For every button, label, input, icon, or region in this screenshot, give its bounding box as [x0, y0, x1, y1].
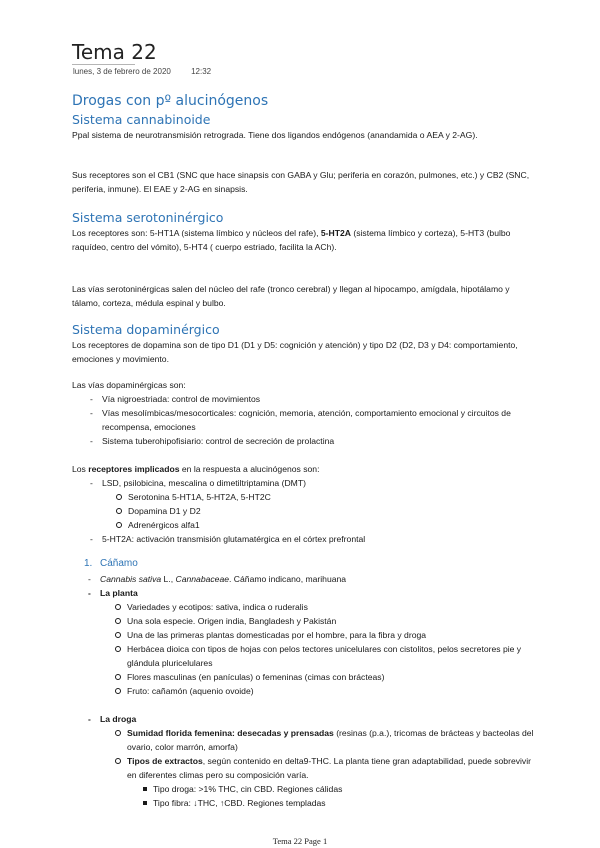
- list-item: Tipo droga: >1% THC, cin CBD. Regiones cálidas: [153, 782, 533, 796]
- section-number: 1.: [84, 558, 93, 569]
- page-footer: Tema 22 Page 1: [272, 836, 328, 846]
- sumidad-rest: (resinas (p.a.), tricomas de brácteas y bacteolas del ovario, color marrón, amorfa): [127, 728, 534, 752]
- list-item: [127, 726, 535, 754]
- sumidad-bold: Sumidad florida femenina: desecadas y prensadas: [127, 728, 334, 738]
- list-item: Una sola especie. Origen india, Bangladesh y Pakistán: [127, 614, 537, 628]
- sero-p1-a: Los receptores son: 5-HT1A (sistema límbico y núcleos del rafe),: [72, 228, 321, 238]
- tipos-bold: Tipos de extractos: [127, 756, 203, 766]
- heading-dopaminergico: Sistema dopaminérgico: [72, 322, 220, 337]
- latin-species: Cannabis sativa: [100, 574, 162, 584]
- list-item: Fruto: cañamón (aquenio ovoide): [127, 684, 537, 698]
- list-item: Una de las primeras plantas domesticadas por el hombre, para la fibra y droga: [127, 628, 537, 642]
- heading-serotoninergico: Sistema serotoninérgico: [72, 210, 224, 225]
- tipos-rest: , según contenido en delta9-THC. La planta tiene gran adaptabilidad, puede sobrevivir en diferentes climas pero su composición varía.: [127, 756, 531, 780]
- sero-p1-b: 5-HT2A: [320, 228, 351, 238]
- page-meta: [73, 67, 211, 76]
- heading-cannabinoide: Sistema cannabinoide: [72, 112, 211, 127]
- p3-b: receptores implicados: [88, 464, 180, 474]
- latin-family: Cannabaceae: [175, 574, 230, 584]
- sero-p1-c: (sistema límbico y corteza), 5-HT3 (bulbo raquídeo, centro del vómito), 5-HT4 ( cuerpo estriado, facilita la ACh).: [72, 228, 511, 252]
- list-item: - Sistema tuberohipofisiario: control de secreción de prolactina: [102, 434, 542, 448]
- dopaminergico-p3: [72, 462, 540, 476]
- dopaminergico-p1: Los receptores de dopamina son de tipo D1 (D1 y D5: cognición y atención) y tipo D2 (D2, D3 y D4: comportamiento, emociones y movimiento.: [72, 340, 518, 364]
- p3-c: en la respuesta a alucinógenos son:: [179, 464, 320, 474]
- serotoninergico-p2: Las vías serotoninérgicas salen del núcleo del rafe (tronco cerebral) y llegan al hipocampo, amígdala, hipotálamo y tálamo, corteza, médula espinal y bulbo.: [72, 284, 510, 308]
- list-item: Flores masculinas (en panículas) o femeninas (cimas con brácteas): [127, 670, 537, 684]
- dopaminergico-p2: Las vías dopaminérgicas son:: [72, 380, 186, 390]
- planta-label: - La planta: [100, 586, 138, 600]
- list-item: Variedades y ecotipos: sativa, indica o ruderalis: [127, 600, 537, 614]
- cannabinoide-p1: Ppal sistema de neurotransmisión retrograda. Tiene dos ligandos endógenos (anandamida o AEA y 2-AG).: [72, 130, 478, 140]
- page-time: 12:32: [191, 67, 212, 76]
- canamo-latin: [100, 572, 540, 586]
- p3-a: Los: [72, 464, 89, 474]
- latin-rest: . Cáñamo indicano, marihuana: [229, 574, 347, 584]
- latin-mid: L.,: [161, 574, 176, 584]
- list-item: Adrenérgicos alfa1: [128, 518, 528, 532]
- list-item: Serotonina 5-HT1A, 5-HT2A, 5-HT2C: [128, 490, 528, 504]
- list-item: [127, 754, 535, 782]
- page-title: Tema 22: [72, 40, 157, 64]
- page-date: lunes, 3 de febrero de 2020: [73, 67, 171, 76]
- serotoninergico-p1: [72, 226, 540, 254]
- droga-label: - La droga: [100, 712, 136, 726]
- list-item: Herbácea dioica con tipos de hojas con pelos tectores unicelulares con cistolitos, pelos secretores pie y glándula pluricelulares: [127, 642, 532, 670]
- list-item: - Vía nigroestriada: control de movimientos: [102, 392, 542, 406]
- cannabinoide-p2: Sus receptores son el CB1 (SNC que hace sinapsis con GABA y Glu; periferia en corazón, pulmones, etc.) y CB2 (SNC, periferia, inmune). El EAE y 2-AG en sinapsis.: [72, 170, 530, 194]
- list-item: - 5-HT2A: activación transmisión glutamatérgica en el córtex prefrontal: [102, 532, 542, 546]
- list-item: - Vías mesolímbicas/mesocorticales: cognición, memoria, atención, comportamiento emocional y circuitos de recompensa, emociones: [102, 406, 532, 434]
- heading-canamo: Cáñamo: [100, 558, 138, 569]
- list-item: Tipo fibra: ↓THC, ↑CBD. Regiones templadas: [153, 796, 533, 810]
- title-rule: [72, 64, 135, 65]
- list-item: - LSD, psilobicina, mescalina o dimetiltriptamina (DMT): [102, 476, 542, 490]
- heading-main: Drogas con pº alucinógenos: [72, 93, 269, 109]
- list-item: Dopamina D1 y D2: [128, 504, 528, 518]
